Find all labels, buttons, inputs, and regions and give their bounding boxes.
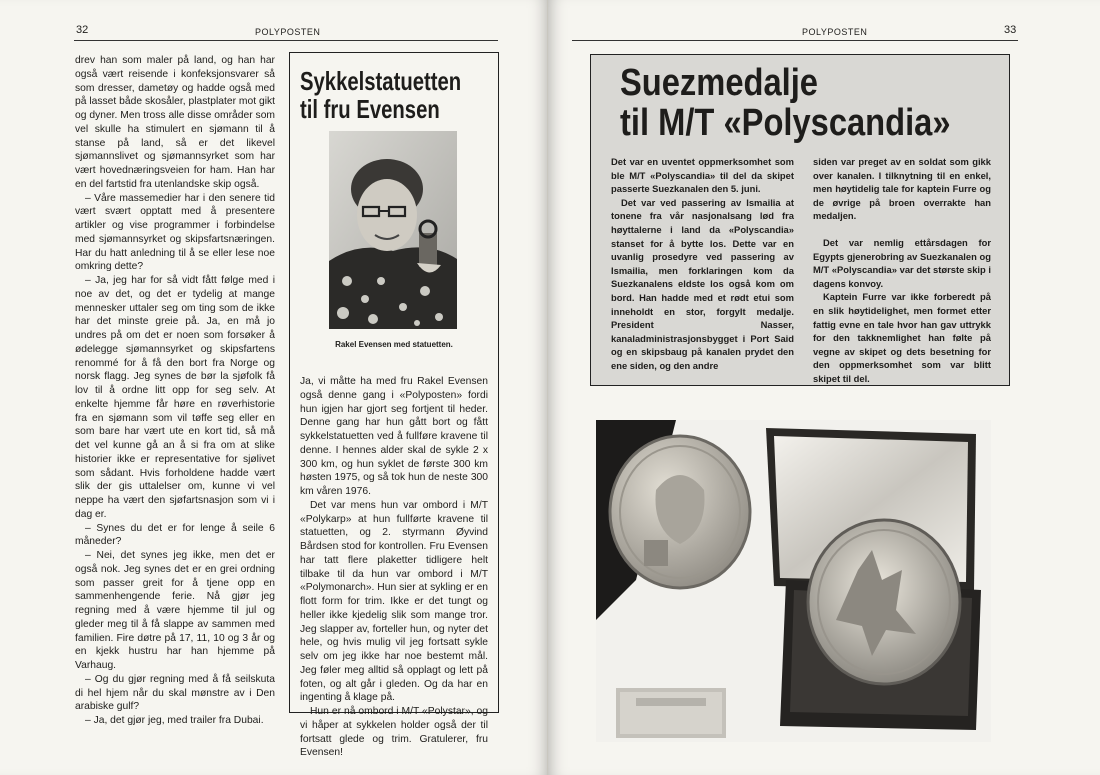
page-number: 33	[1004, 24, 1017, 36]
running-head: POLYPOSTEN	[255, 27, 321, 37]
paragraph: Kaptein Furre var ikke forberedt på en slik høytidelighet, men formet etter fattig evne en tale hvor han gav uttrykk for den takknemlighet han følte på vegne av skipet og dets besetning for den oppmerksomhet som var blitt skipet til del.	[813, 291, 991, 384]
paragraph: drev han som maler på land, og han har også vært reisende i konfeksjonsvarer så som dresser, dametøy og hadde også med på lasset både skosåler, plastplater mot gikt og dyner. Men tross alle disse områder som vel skulle ha stimulert en sjømann til å stanse på land, så er det likevel sjømannslivet og sjømannsyrket som har vært hovednæringsveien for ham. Han har en del fartstid fra utenlandske skip også.	[75, 55, 275, 190]
paragraph: Hun er nå ombord i M/T «Polystar», og vi håper at sykkelen holder også der til fortsatt glede og trim. Gratulerer, fru Evensen!	[300, 706, 488, 759]
portrait-photo	[329, 131, 457, 329]
suez-article-box	[590, 54, 1010, 386]
paragraph: Det var nemlig ettårsdagen for Egypts gjenerobring av Suezkanalen og M/T «Polyscandia» var det største skip i dagens konvoy.	[813, 236, 991, 289]
medal-photo	[596, 420, 991, 742]
paragraph: – Nei, det synes jeg ikke, men det er også nok. Jeg synes det er en grei ordning som passer greit for å tjene opp en sammenhengende ferie. Nå gjør jeg regning med å være hjemme til jul og gleder meg til å få slappe av sammen med familien. Fire døtre på 17, 11, 10 og 3 år og en kjekk hustru har han hjemme på Varhaug.	[75, 550, 275, 671]
header-rule	[74, 40, 498, 41]
paragraph: Ja, vi måtte ha med fru Rakel Evensen også denne gang i «Polyposten» fordi hun igjen har gjort seg fortjent til heder. Denne gang har hun gått bort og fått sykkelstatuetten ved å fullføre kravene til denne. I hennes alder skal de sykle 2 x 300 km, og hun syklet de første 300 km høsten 1975, og så tok hun de neste 300 km våren 1976.	[300, 376, 488, 497]
paragraph: Det var ved passering av Ismailia at tonene fra vår nasjonalsang lød fra høyttalerne i land da «Polyscandia» stanset for å bytte los. Dette var en uvanlig prosedyre ved passering av Ismailia, men forklaringen kom da Suezkanalens eldste los også kom om bord. Han hadde med et rødt etui som inneholdt en stor, forgylt medalje. President Nasser, kanaladministrasjonsbygget i Port Said og en skipsbaug på kanalen prydet den ene siden, og den andre	[611, 196, 794, 371]
feature-title	[300, 67, 507, 123]
headline	[620, 63, 1004, 143]
paragraph: – Ja, det gjør jeg, med trailer fra Dubai.	[85, 715, 264, 726]
headline-line2: til M/T «Polyscandia»	[620, 102, 951, 144]
photo-caption: Rakel Evensen med statuetten.	[335, 340, 453, 349]
paragraph: Det var mens hun var ombord i M/T «Polykarp» at hun fullførte kravene til statuetten, og 2. styrmann Øyvind Bårdsen stod for kontrollen. Fru Evensen har tatt flere plaketter tidligere helt tilbake til da hun var ombord i M/T «Polymonarch». Hun sier at sykling er en flott form for trim. Ikke er det tungt og heller ikke kjedelig slik som mange tror. Jeg slapper av, forteller hun, og nyter det hele, og hvis mulig vil jeg fortsatt sykle selv om jeg ikke har noe bestemt mål. Jeg føler meg alltid så opplagt og lett på foten, og alt går i gleden. Og da har en ingenting å klage på.	[300, 499, 488, 704]
running-head: POLYPOSTEN	[802, 27, 868, 37]
page-number: 32	[76, 24, 89, 36]
suez-column-2	[813, 155, 991, 386]
right-page	[548, 0, 1100, 775]
interview-column	[75, 54, 275, 728]
feature-title-line2: til fru Evensen	[300, 94, 440, 124]
suez-column-1	[611, 155, 794, 373]
paragraph: siden var preget av en soldat som gikk over kanalen. I tilknytning til en enkel, men høytidelig tale for kaptein Furre og de øvrige på broen overrakte han medaljen.	[813, 156, 991, 222]
paragraph: – Våre massemedier har i den senere tid vært svært opptatt med å presentere artikler og vise programmer i forbindelse med sjømannsyrket og skipsfartsnæringen. Har du hatt anledning til å se eller lese noe omkring dette?	[75, 192, 275, 273]
paragraph: – Ja, jeg har for så vidt fått følge med i noe av det, og det er tydelig at mange mennesker uttaler seg om ting som de ikke har det minste greie på. Ja, en må jo undres på om det er noen som forsøker å ødelegge sjømannsyrket og skipsfartens renommé for å få den bort fra Norge og norsk flagg. Jeg synes de bør la sjøfolk få lov til å ordne litt opp for seg selv. At enkelte hjemme får høre en røverhistorie fra en sjømann som vil tøffe seg eller en som bare har vært ute en kort tid, så må det vel kunne gå an å si fra om at slike historier ikke er representative for sjølivet som sådant. Hvis forholdene hadde vært slik der gis uttalelser om, kunne vi vel neppe ha vært den sjøfartsnasjon som vi i dag er.	[75, 275, 275, 520]
feature-text	[300, 375, 488, 760]
header-rule	[572, 40, 1018, 41]
paragraph: – Og du gjør regning med å få seilskuta di hel hjem når du skal mønstre av i Den arabiske gulf?	[75, 673, 275, 713]
paragraph: – Synes du det er for lenge å seile 6 måneder?	[75, 522, 275, 548]
left-page	[0, 0, 548, 775]
paragraph: Det var en uventet oppmerksomhet som ble M/T «Polyscandia» til del da skipet passerte Suezkanalen den 5. juni.	[611, 156, 794, 195]
feature-title-line1: Sykkelstatuetten	[300, 66, 462, 96]
headline-line1: Suezmedalje	[620, 62, 818, 104]
feature-box	[289, 52, 499, 759]
